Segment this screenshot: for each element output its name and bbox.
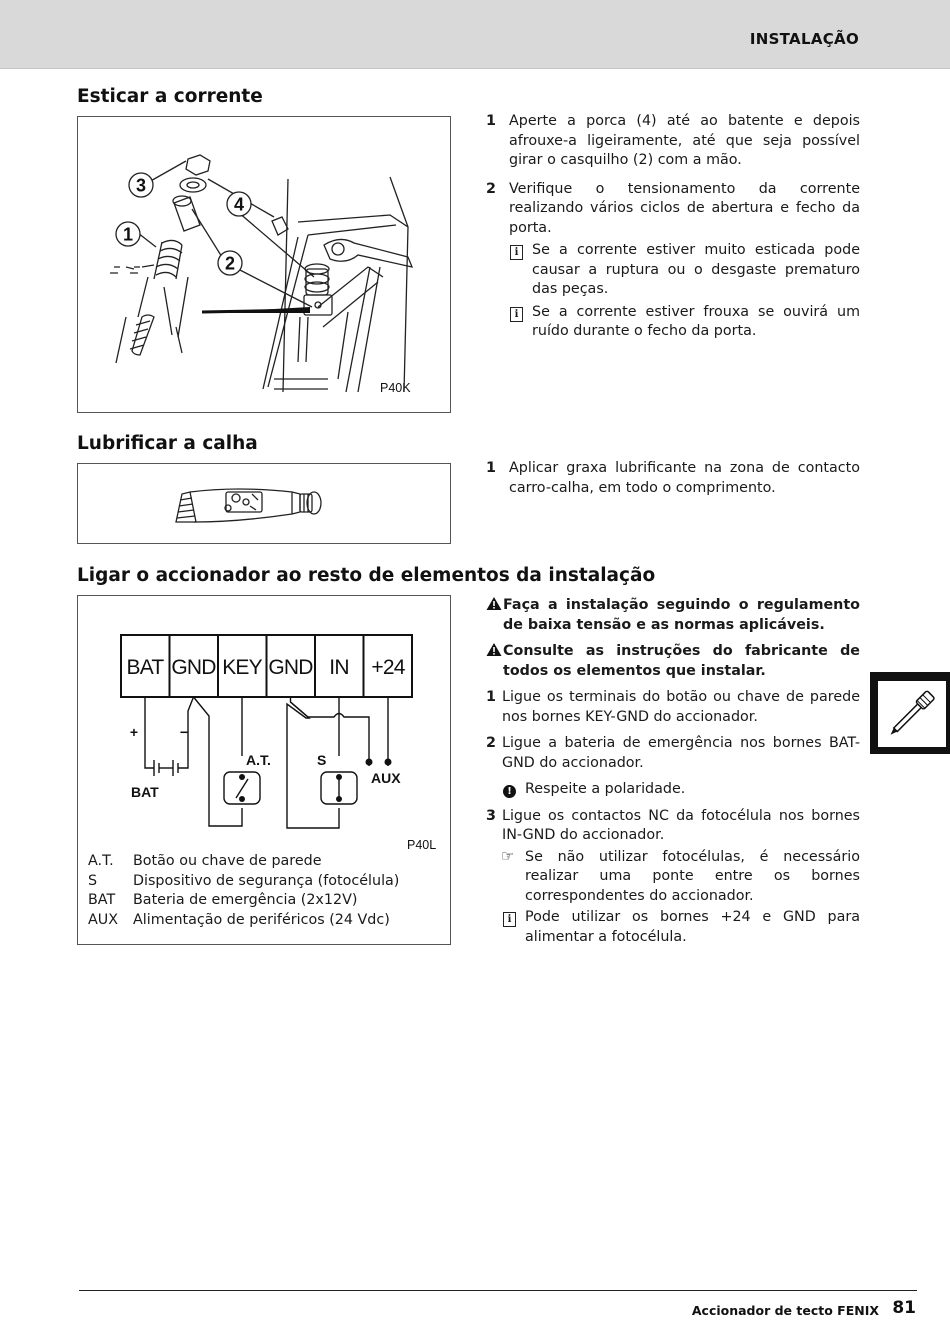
svg-text:2: 2 (224, 253, 236, 274)
connection-instructions (486, 596, 860, 947)
warning-manufacturer: Consulte as instruções do fabricante de todos os elementos que instalar. (486, 642, 860, 681)
polarity-note: ! Respeite a polaridade. (486, 780, 860, 800)
label-aux: AUX (371, 770, 401, 786)
callout-1 (116, 222, 140, 246)
section-title-connect-actuator: Ligar o accionador ao resto de elementos da instalação (77, 565, 656, 586)
exclamation-icon: ! (503, 785, 516, 798)
terminal-gnd-1: GND (171, 656, 216, 679)
legend-row: S Dispositivo de segurança (fotocélula) (88, 872, 400, 889)
warning-icon (486, 642, 502, 657)
figure-code-p40l: P40L (407, 838, 437, 852)
connect-step-1: 1 Ligue os terminais do botão ou chave de parede nos bornes KEY-GND do accionador. (486, 689, 860, 725)
lubricate-step-1: 1 Aplicar graxa lubrificante na zona de contacto carro-calha, em todo o comprimento. (486, 460, 860, 496)
footer-rule (79, 1290, 917, 1291)
svg-text:4: 4 (233, 194, 245, 215)
chain-tension-drawing (78, 117, 450, 412)
wiring-legend (88, 852, 399, 930)
lubricate-instructions (486, 459, 860, 498)
installation-side-tab (870, 672, 950, 754)
chapter-title: INSTALAÇÃO (749, 30, 859, 48)
svg-text:1: 1 (122, 224, 134, 245)
page-number: 81 (892, 1298, 916, 1318)
tension-note-2: i Se a corrente estiver frouxa se ouvirá um ruído durante o fecho da porta. (486, 303, 860, 342)
legend-row: BAT Bateria de emergência (2x12V) (88, 892, 358, 908)
label-bat: BAT (131, 784, 159, 800)
terminal-plus24: +24 (371, 656, 405, 679)
terminal-gnd-2: GND (268, 656, 313, 679)
terminal-in: IN (329, 656, 349, 679)
warning-low-voltage: Faça a instalação seguindo o regulamento de baixa tensão e as normas aplicáveis. (486, 596, 860, 635)
wiring-figure (77, 595, 451, 945)
section-title-lubricate-rail: Lubrificar a calha (77, 433, 258, 454)
grease-tube-figure (77, 463, 451, 544)
info-icon: i (510, 245, 523, 260)
legend-row: AUX Alimentação de periféricos (24 Vdc) (88, 911, 390, 928)
terminal-key: KEY (222, 656, 262, 679)
pointing-hand-icon: ☞ (501, 846, 515, 865)
connect-step-2: 2 Ligue a bateria de emergência nos bornes BAT-GND do accionador. (486, 735, 860, 771)
terminal-bat: BAT (126, 656, 164, 679)
legend-row: A.T. Botão ou chave de parede (88, 853, 322, 869)
callout-4 (227, 192, 251, 216)
photocell-bridge-note: ☞ Se não utilizar fotocélulas, é necessário realizar uma ponte entre os bornes correspondentes do accionador. (501, 846, 860, 904)
label-s: S (317, 752, 327, 768)
info-icon: i (503, 912, 516, 927)
callout-3 (129, 173, 153, 197)
tension-note-1: i Se a corrente estiver muito esticada pode causar a ruptura ou o desgaste prematuro das peças. (486, 241, 860, 300)
tension-step-2: 2 Verifique o tensionamento da corrente realizando vários ciclos de abertura e fecho da porta. (486, 180, 860, 236)
section-title-tension-chain: Esticar a corrente (77, 86, 263, 107)
connect-step-3: 3 Ligue os contactos NC da fotocélula nos bornes IN-GND do accionador. (486, 807, 860, 843)
polarity-minus: − (179, 724, 189, 740)
tension-instructions (486, 112, 860, 342)
polarity-plus: + (129, 724, 139, 740)
label-at: A.T. (246, 752, 271, 768)
info-icon: i (510, 307, 523, 322)
figure-code-p40k: P40K (380, 381, 411, 395)
chain-tension-figure (77, 116, 451, 413)
header-band (0, 0, 950, 69)
screwdriver-icon (870, 672, 950, 754)
callout-2 (218, 251, 242, 275)
warning-icon (486, 596, 502, 611)
grease-tube-icon (78, 464, 450, 543)
svg-text:3: 3 (135, 175, 147, 196)
wiring-diagram (78, 596, 450, 856)
power-photocell-note: i Pode utilizar os bornes +24 e GND para alimentar a fotocélula. (486, 908, 860, 947)
footer-product-name: Accionador de tecto FENIX (691, 1303, 879, 1318)
tension-step-1: 1 Aperte a porca (4) até ao batente e depois afrouxe-a ligeiramente, até que seja possível girar o casquilho (2) com a mão. (486, 113, 860, 168)
